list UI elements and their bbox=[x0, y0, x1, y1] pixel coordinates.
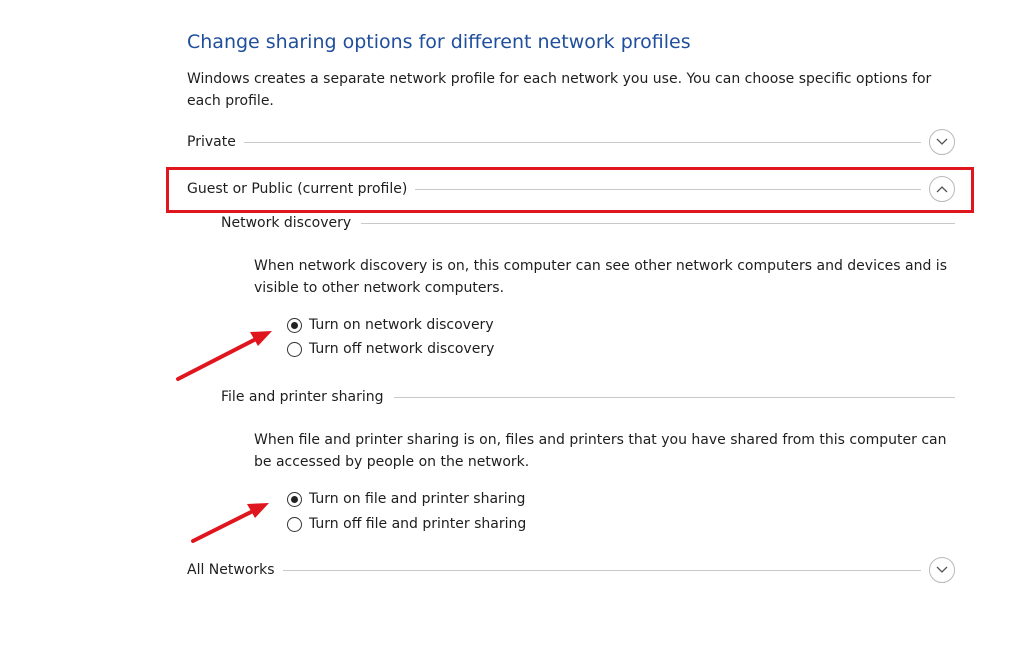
arrow-icon bbox=[178, 331, 272, 379]
section-all-networks-label: All Networks bbox=[187, 562, 275, 578]
file-printer-sharing-description: When file and printer sharing is on, files and printers that you have shared from this computer can be accessed by people on the network. bbox=[254, 432, 947, 470]
network-discovery-heading: Network discovery bbox=[221, 215, 352, 231]
section-guest-public-label: Guest or Public (current profile) bbox=[187, 181, 408, 197]
radio-label: Turn off network discovery bbox=[309, 341, 495, 357]
network-discovery-description: When network discovery is on, this computer can see other network computers and devices and is visible to other network computers. bbox=[254, 258, 947, 296]
radio-label: Turn off file and printer sharing bbox=[309, 516, 527, 532]
page-title: Change sharing options for different network profiles bbox=[187, 31, 691, 53]
section-private-label: Private bbox=[187, 134, 236, 150]
radio-label: Turn on file and printer sharing bbox=[309, 491, 526, 507]
page-description: Windows creates a separate network profile for each network you use. You can choose specific options for each profile. bbox=[187, 71, 932, 109]
arrow-icon bbox=[193, 503, 269, 541]
radio-label: Turn on network discovery bbox=[309, 317, 494, 333]
file-printer-sharing-heading: File and printer sharing bbox=[221, 389, 384, 405]
